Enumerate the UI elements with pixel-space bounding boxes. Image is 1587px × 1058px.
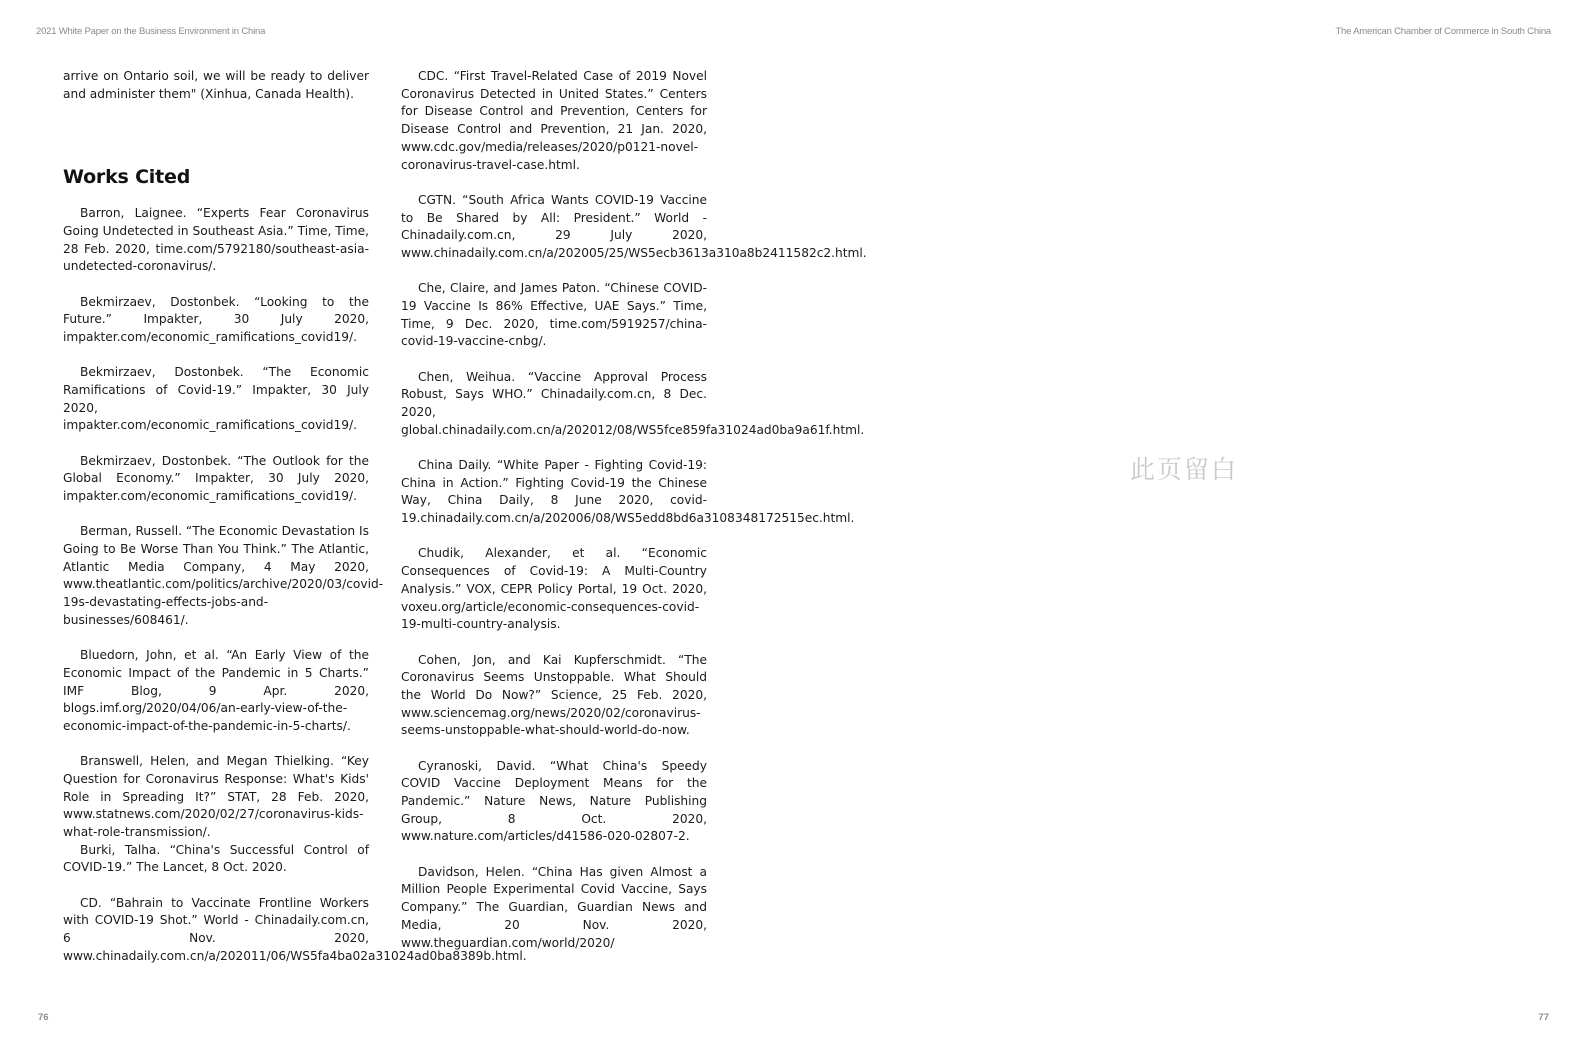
citation-entry: Cyranoski, David. “What China's Speedy COVID Vaccine Deployment Means for the Pandemic.” Nature News, Nature Publishing Group, 8 Oct. 2020, www.nature.com/articles/d41586-020-02807-2. — [401, 758, 707, 844]
citation-entry: Bluedorn, John, et al. “An Early View of the Economic Impact of the Pandemic in 5 Charts.” IMF Blog, 9 Apr. 2020, blogs.imf.org/2020/04/06/an-early-view-of-the-economic-impact-of-the-pandemic-in-5-charts/. — [63, 648, 369, 733]
citation-entry: CGTN. “South Africa Wants COVID-19 Vaccine to Be Shared by All: President.” World - Chinadaily.com.cn, 29 July 2020, www.chinadaily.com.cn/a/202005/25/WS5ecb3613a310a8b2411582c2.html. — [401, 192, 867, 260]
citation-entry: Bekmirzaev, Dostonbek. “The Economic Ramifications of Covid-19.” Impakter, 30 July 2020, impakter.com/economic_ramifications_covid19/. — [63, 365, 369, 433]
works-cited-heading: Works Cited — [63, 166, 191, 189]
citation-entry: Bekmirzaev, Dostonbek. “Looking to the Future.” Impakter, 30 July 2020, impakter.com/economic_ramifications_covid19/. — [63, 294, 369, 344]
right-column — [401, 68, 867, 970]
citation-entry: Branswell, Helen, and Megan Thielking. “Key Question for Coronavirus Response: What's Kids' Role in Spreading It?” STAT, 28 Feb. 2020, www.statnews.com/2020/02/27/coronavirus-kids-what-role-transmission/. — [63, 754, 369, 840]
running-header-left: 2021 White Paper on the Business Environment in China — [36, 26, 266, 37]
left-column — [63, 68, 527, 983]
page-number-right: 77 — [1538, 1012, 1549, 1023]
citation-entry: Che, Claire, and James Paton. “Chinese COVID-19 Vaccine Is 86% Effective, UAE Says.” Time, Time, 9 Dec. 2020, time.com/5919257/china-covid-19-vaccine-cnbg/. — [401, 281, 707, 349]
citation-entry: Bekmirzaev, Dostonbek. “The Outlook for the Global Economy.” Impakter, 30 July 2020, impakter.com/economic_ramifications_covid19/. — [63, 453, 369, 504]
intro-paragraph: arrive on Ontario soil, we will be ready to deliver and administer them" (Xinhua, Canada Health). — [63, 69, 369, 101]
running-header-right: The American Chamber of Commerce in South China — [1335, 26, 1551, 37]
citation-entry: Barron, Laignee. “Experts Fear Coronavirus Going Undetected in Southeast Asia.” Time, Time, 28 Feb. 2020, time.com/5792180/southeast-asia-undetected-coronavirus/. — [63, 206, 369, 274]
citation-entry: Burki, Talha. “China's Successful Control of COVID-19.” The Lancet, 8 Oct. 2020. — [63, 842, 369, 875]
citation-entry: CD. “Bahrain to Vaccinate Frontline Workers with COVID-19 Shot.” World - Chinadaily.com.cn, 6 Nov. 2020, www.chinadaily.com.cn/a/202011/06/WS5fa4ba02a31024ad0ba8389b.html. — [63, 895, 527, 963]
citation-entry: China Daily. “White Paper - Fighting Covid-19: China in Action.” Fighting Covid-19 the Chinese Way, China Daily, 8 June 2020, covid-19.chinadaily.com.cn/a/202006/08/WS5edd8bd6a3108348172515ec.html. — [401, 458, 855, 526]
citation-entry: CDC. “First Travel-Related Case of 2019 Novel Coronavirus Detected in United States.” Centers for Disease Control and Prevention, Centers for Disease Control and Prevention, 21 Jan. 2020, www.cdc.gov/media/releases/2020/p0121-novel-coronavirus-travel-case.html. — [401, 69, 707, 172]
citation-entry: Davidson, Helen. “China Has given Almost a Million People Experimental Covid Vaccine, Says Company.” The Guardian, Guardian News and Media, 20 Nov. 2020, www.theguardian.com/world/2020/ — [401, 864, 707, 950]
page-number-left: 76 — [38, 1012, 49, 1023]
citation-entry: Chen, Weihua. “Vaccine Approval Process Robust, Says WHO.” Chinadaily.com.cn, 8 Dec. 2020, global.chinadaily.com.cn/a/202012/08/WS5fce859fa31024ad0ba9a61f.html. — [401, 369, 865, 437]
citation-entry: Chudik, Alexander, et al. “Economic Consequences of Covid-19: A Multi-Country Analysis.” VOX, CEPR Policy Portal, 19 Oct. 2020, voxeu.org/article/economic-consequences-covid-19-multi-country-analysis. — [401, 546, 707, 632]
citation-entry: Berman, Russell. “The Economic Devastation Is Going to Be Worse Than You Think.” The Atlantic, Atlantic Media Company, 4 May 2020, www.theatlantic.com/politics/archive/2020/03/covid-19s-devastating-effects-jobs-and-businesses/608461/. — [63, 524, 384, 627]
blank-page-notice: 此页留白 — [1130, 455, 1239, 484]
citation-entry: Cohen, Jon, and Kai Kupferschmidt. “The Coronavirus Seems Unstoppable. What Should the World Do Now?” Science, 25 Feb. 2020, www.sciencemag.org/news/2020/02/coronavirus-seems-unstoppable-what-should-world-do-now. — [401, 652, 707, 738]
